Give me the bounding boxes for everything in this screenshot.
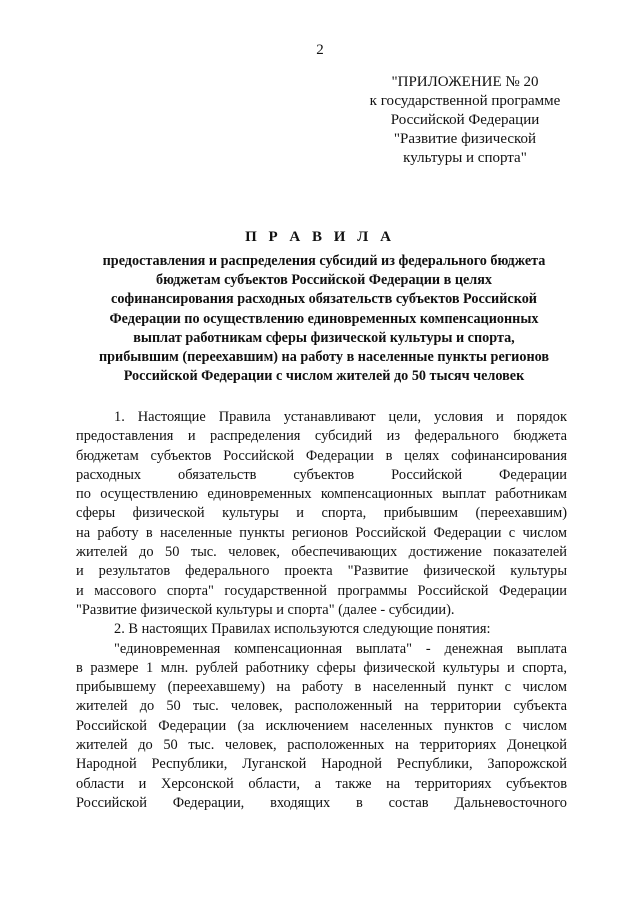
body-line: области и Херсонской области, а также на территориях субъектов [76,775,567,792]
subtitle-line: прибывшим (переехавшим) на работу в населенные пункты регионов [98,349,550,366]
body-line: 2. В настоящих Правилах используются следующие понятия: [114,621,491,638]
body-line: сферы физической культуры и спорта, прибывшим (переехавшим) [76,505,567,522]
body-line: и результатов федерального проекта "Развитие физической культуры [76,563,567,580]
subtitle-line: Федерации по осуществлению единовременных компенсационных [109,310,539,327]
document-subtitle [80,252,568,386]
body-line: бюджетам субъектов Российской Федерации в целях софинансирования [76,447,567,464]
appendix-line: Российской Федерации [390,112,540,128]
appendix-line: "ПРИЛОЖЕНИЕ № 20 [391,74,539,90]
appendix-line: "Развитие физической [393,131,537,147]
subtitle-line: бюджетам субъектов Российской Федерации в целях [155,272,493,289]
body-line: предоставления и распределения субсидий из федерального бюджета [76,428,567,445]
document-title: П Р А В И Л А [245,229,395,245]
body-line: "Развитие физической культуры и спорта" (далее - субсидии). [76,601,455,618]
subtitle-line: выплат работникам сферы физической культуры и спорта, [133,329,515,346]
body-line: 1. Настоящие Правила устанавливают цели, условия и порядок [114,409,567,425]
body-line: жителей до 50 тыс. человек, расположенный на территории субъекта [76,698,567,715]
body-line: Российской Федерации, входящих в состав Дальневосточного [76,794,567,811]
body-line: прибывшему (переехавшему) на работу в населенный пункт с числом [76,679,567,696]
body-line: в размере 1 млн. рублей работнику сферы физической культуры и спорта, [76,659,567,676]
subtitle-line: софинансирования расходных обязательств субъектов Российской [111,291,537,308]
subtitle-line: предоставления и распределения субсидий из федерального бюджета [102,253,546,269]
body-line: по осуществлению единовременных компенсационных выплат работникам [76,486,567,503]
body-line: жителей до 50 тыс. человек, обеспечивающих достижение показателей [76,544,567,561]
appendix-line: культуры и спорта" [403,150,527,166]
document-body [76,408,567,813]
body-line: и массового спорта" государственной программы Российской Федерации [76,582,567,599]
body-line: на работу в населенные пункты регионов Российской Федерации с числом [76,524,567,541]
page-number: 2 [316,42,324,58]
body-line: жителей до 50 тыс. человек, расположенных на территориях Донецкой [76,737,567,754]
body-line: расходных обязательств субъектов Российской Федерации [76,466,567,483]
subtitle-line: Российской Федерации с числом жителей до 50 тысяч человек [123,368,525,385]
appendix-header [360,73,570,168]
body-line: "единовременная компенсационная выплата" - денежная выплата [114,640,567,657]
appendix-line: к государственной программе [369,93,561,109]
body-line: Народной Республики, Луганской Народной Республики, Запорожской [76,756,567,773]
body-line: Российской Федерации (за исключением населенных пунктов с числом [76,717,567,734]
